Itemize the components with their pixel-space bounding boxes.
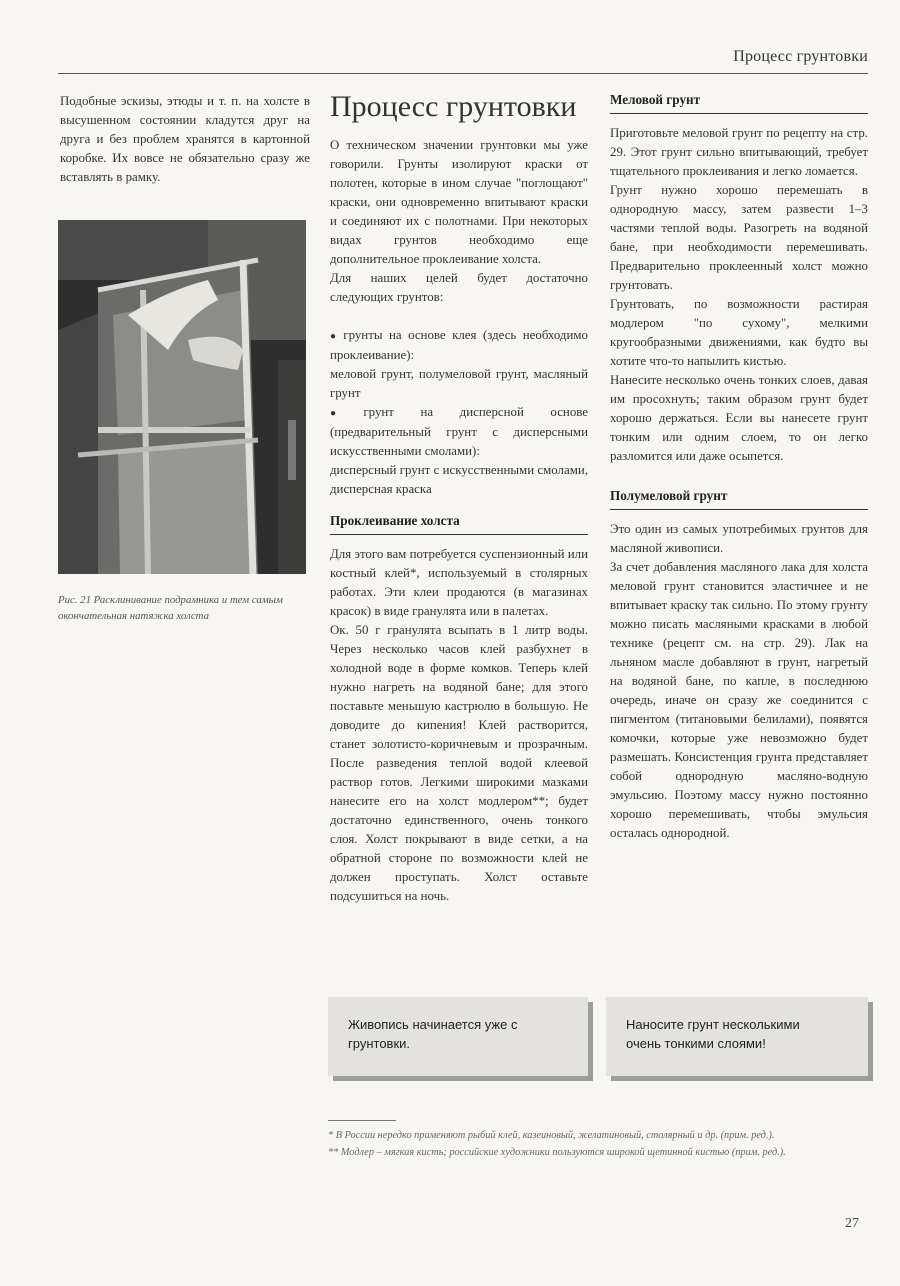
- stretcher-photo: [58, 220, 306, 574]
- photo-caption: Рис. 21 Расклинивание подрамника и тем самым окончательная натяжка холста: [58, 594, 283, 622]
- page-number: 27: [845, 1216, 859, 1231]
- chalk-paragraph-3: Грунтовать, по возможности растирая модлером "по сухому", мелкими кругообразными движениями, как будто вы хотите что-то напылить кистью.: [610, 297, 868, 368]
- right-column: [610, 92, 868, 843]
- sizing-paragraph-1: Для этого вам потребуется суспензионный или костный клей*, используемый в столярных работах. Эти клеи продаются (в магазинах красок) в виде гранулята или в палетах.: [330, 547, 588, 618]
- callout-text-right: Наносите грунт несколькими очень тонкими слоями!: [626, 1017, 800, 1051]
- chalk-paragraph-4: Нанесите несколько очень тонких слоев, давая им просохнуть; таким образом грунт будет хорошо держаться. Если вы нанесете грунт тонким или одним слоем, то он легко разломится или даже осыпется.: [610, 373, 868, 463]
- semichalk-paragraph-1: Это один из самых употребимых грунтов для масляной живописи.: [610, 522, 868, 555]
- grounds-list-intro: Для наших целей будет достаточно следующих грунтов:: [330, 271, 588, 304]
- footnote-2: ** Модлер – мягкая кисть; российские художники пользуются широкой щетинной кистью (прим. ред.).: [328, 1147, 786, 1158]
- section-title-semichalk-ground: Полумеловой грунт: [610, 488, 868, 510]
- footnote-1: * В России нередко применяют рыбий клей, казеиновый, желатиновый, столярный и др. (прим. ред.).: [328, 1130, 775, 1141]
- bullet-dispersion-grounds: ● грунт на дисперсной основе (предварительный грунт с дисперсными искусственными смолами):: [330, 403, 588, 461]
- semichalk-paragraph-2: За счет добавления масляного лака для холста меловой грунт становится эластичнее и не впитывает краску так сильно. По этому грунту можно писать масляными красками в любой технике (рецепт см. на стр. 29). Лак на льняном масле добавляют в грунт, нагретый на водяной бане, по капле, в последнюю очередь, иначе он сразу же соединится с пигментом (титановыми белилами), появятся комочки, которые уже невозможно будет размешать. Консистенция грунта представляет собой однородную масляно-водную эмульсию. Поэтому массу нужно постоянно хорошо перемешивать, чтобы эмульсия осталась однородной.: [610, 560, 868, 840]
- intro-paragraph: Подобные эскизы, этюды и т. п. на холсте в высушенном состоянии кладутся друг на друга и без проблем хранятся в картонной коробке. Их вовсе не обязательно сразу же вставлять в рамку.: [60, 94, 310, 184]
- sizing-paragraph-2: Ок. 50 г гранулята всыпать в 1 литр воды. Через несколько часов клей разбухнет в холодной воде в форме комков. Теперь клей нужно нагреть на водяной бане; для этого поставьте меньшую кастрюлю в большую. Не доводите до кипения! Клей растворится, станет золотисто-коричневым и прозрачным. После разведения теплой водой клеевой раствор готов. Легкими широкими мазками нанесите его на холст модлером**; будет достаточно единственного, очень тонкого слоя. Холст покрывают в виде сетки, а на обратной стороне по возможности клей не должен проступать. Холст оставьте подсушиться на ночь.: [330, 623, 588, 903]
- callout-box-right: [606, 997, 868, 1076]
- middle-column: [330, 90, 588, 906]
- left-column: [60, 92, 310, 187]
- footnote-rule: [328, 1120, 396, 1121]
- bullet-glue-grounds: ● грунты на основе клея (здесь необходимо проклеивание):: [330, 326, 588, 365]
- chalk-paragraph-1: Приготовьте меловой грунт по рецепту на стр. 29. Этот грунт сильно впитывающий, требует тщательного проклеивания и легко ломается.: [610, 126, 868, 178]
- section-title-chalk-ground: Меловой грунт: [610, 92, 868, 114]
- footnotes: [328, 1127, 868, 1161]
- glue-grounds-list: меловой грунт, полумеловой грунт, масляный грунт: [330, 367, 588, 400]
- chalk-paragraph-2: Грунт нужно хорошо перемешать в однородную массу, затем развести 1–3 частями теплой воды. Разогреть на водяной бане, при необходимости перемешивать. Предварительно проклеенный холст можно грунтовать.: [610, 183, 868, 292]
- dispersion-grounds-list: дисперсный грунт с искусственными смолами, дисперсная краска: [330, 463, 588, 496]
- header-rule: [58, 73, 868, 74]
- section-title-sizing: Проклеивание холста: [330, 513, 588, 535]
- callout-text-left: Живопись начинается уже с грунтовки.: [348, 1017, 518, 1051]
- callout-box-left: [328, 997, 588, 1076]
- running-head: Процесс грунтовки: [733, 48, 868, 65]
- intro-technical-paragraph: О техническом значении грунтовки мы уже говорили. Грунты изолируют краски от полотен, которые в ином случае "поглощают" краски, они одновременно впитывают краски и соединяют их с полотнами. При некоторых видах грунтов необходимо еще дополнительное проклеивание холста.: [330, 138, 588, 266]
- chapter-title: Процесс грунтовки: [330, 90, 577, 123]
